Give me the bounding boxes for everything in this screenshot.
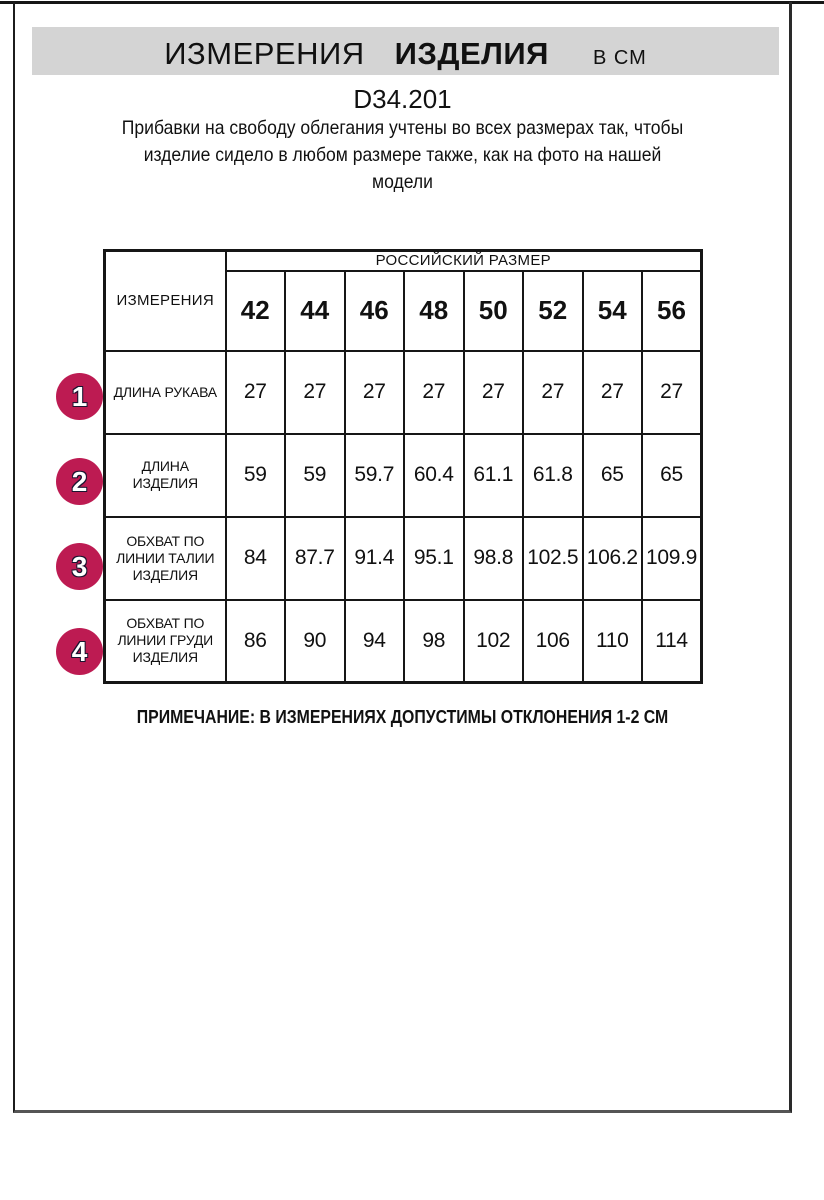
measurement-value: 110 — [583, 600, 643, 683]
measurement-value: 102.5 — [523, 517, 583, 600]
measurement-value: 59 — [226, 434, 286, 517]
measurement-value: 27 — [642, 351, 702, 434]
measurements-table — [103, 249, 703, 684]
measurement-value: 61.8 — [523, 434, 583, 517]
fit-description-line: изделие сидело в любом размере также, как на фото на нашей — [143, 144, 662, 166]
units-label: В СМ — [592, 47, 647, 69]
measurement-label: ДЛИНА ИЗДЕЛИЯ — [105, 434, 226, 517]
measurement-value: 98 — [404, 600, 464, 683]
page-title: ИЗМЕРЕНИЯ — [164, 36, 365, 71]
row-number-badge-1: 1 — [56, 373, 103, 420]
measurement-value: 106.2 — [583, 517, 643, 600]
fit-description-line: модели — [372, 171, 433, 193]
measurement-value: 109.9 — [642, 517, 702, 600]
title-bar — [32, 27, 779, 75]
measurement-value: 106 — [523, 600, 583, 683]
group-header-row — [105, 251, 702, 271]
product-code: D34.201 — [353, 84, 452, 114]
measurement-value: 65 — [642, 434, 702, 517]
measurement-value: 65 — [583, 434, 643, 517]
table-row — [105, 351, 702, 434]
measurement-value: 61.1 — [464, 434, 524, 517]
russian-size-group-header: РОССИЙСКИЙ РАЗМЕР — [226, 251, 702, 271]
size-column-header: 42 — [226, 271, 286, 351]
table-row — [105, 517, 702, 600]
size-column-header: 48 — [404, 271, 464, 351]
measurement-value: 27 — [404, 351, 464, 434]
size-column-header: 46 — [345, 271, 405, 351]
measurement-label: ОБХВАТ ПО ЛИНИИ ГРУДИ ИЗДЕЛИЯ — [105, 600, 226, 683]
measurement-value: 87.7 — [285, 517, 345, 600]
measurement-value: 98.8 — [464, 517, 524, 600]
measurement-value: 27 — [523, 351, 583, 434]
measurement-value: 94 — [345, 600, 405, 683]
measurements-column-header: ИЗМЕРЕНИЯ — [105, 251, 226, 351]
size-column-header: 50 — [464, 271, 524, 351]
row-number-badge-2: 2 — [56, 458, 103, 505]
measurement-value: 27 — [285, 351, 345, 434]
row-number-badge-4: 4 — [56, 628, 103, 675]
measurement-value: 86 — [226, 600, 286, 683]
measurement-label: ОБХВАТ ПО ЛИНИИ ТАЛИИ ИЗДЕЛИЯ — [105, 517, 226, 600]
size-column-header: 56 — [642, 271, 702, 351]
measurement-value: 114 — [642, 600, 702, 683]
measurement-value: 84 — [226, 517, 286, 600]
measurement-value: 91.4 — [345, 517, 405, 600]
size-column-header: 54 — [583, 271, 643, 351]
measurement-value: 60.4 — [404, 434, 464, 517]
measurement-value: 27 — [345, 351, 405, 434]
page-title-emphasis: ИЗДЕЛИЯ — [394, 36, 549, 71]
measurement-value: 59.7 — [345, 434, 405, 517]
measurement-value: 95.1 — [404, 517, 464, 600]
measurement-value: 27 — [226, 351, 286, 434]
measurement-label: ДЛИНА РУКАВА — [105, 351, 226, 434]
size-column-header: 52 — [523, 271, 583, 351]
tolerance-note: ПРИМЕЧАНИЕ: В ИЗМЕРЕНИЯХ ДОПУСТИМЫ ОТКЛОНЕНИЯ 1-2 СМ — [136, 707, 669, 727]
measurement-value: 27 — [464, 351, 524, 434]
row-number-badge-3: 3 — [56, 543, 103, 590]
fit-description — [13, 115, 792, 196]
measurement-value: 90 — [285, 600, 345, 683]
size-column-header: 44 — [285, 271, 345, 351]
measurement-value: 59 — [285, 434, 345, 517]
table-row — [105, 600, 702, 683]
measurement-value: 27 — [583, 351, 643, 434]
fit-description-line: Прибавки на свободу облегания учтены во всех размерах так, чтобы — [121, 117, 684, 139]
measurement-value: 102 — [464, 600, 524, 683]
table-row — [105, 434, 702, 517]
